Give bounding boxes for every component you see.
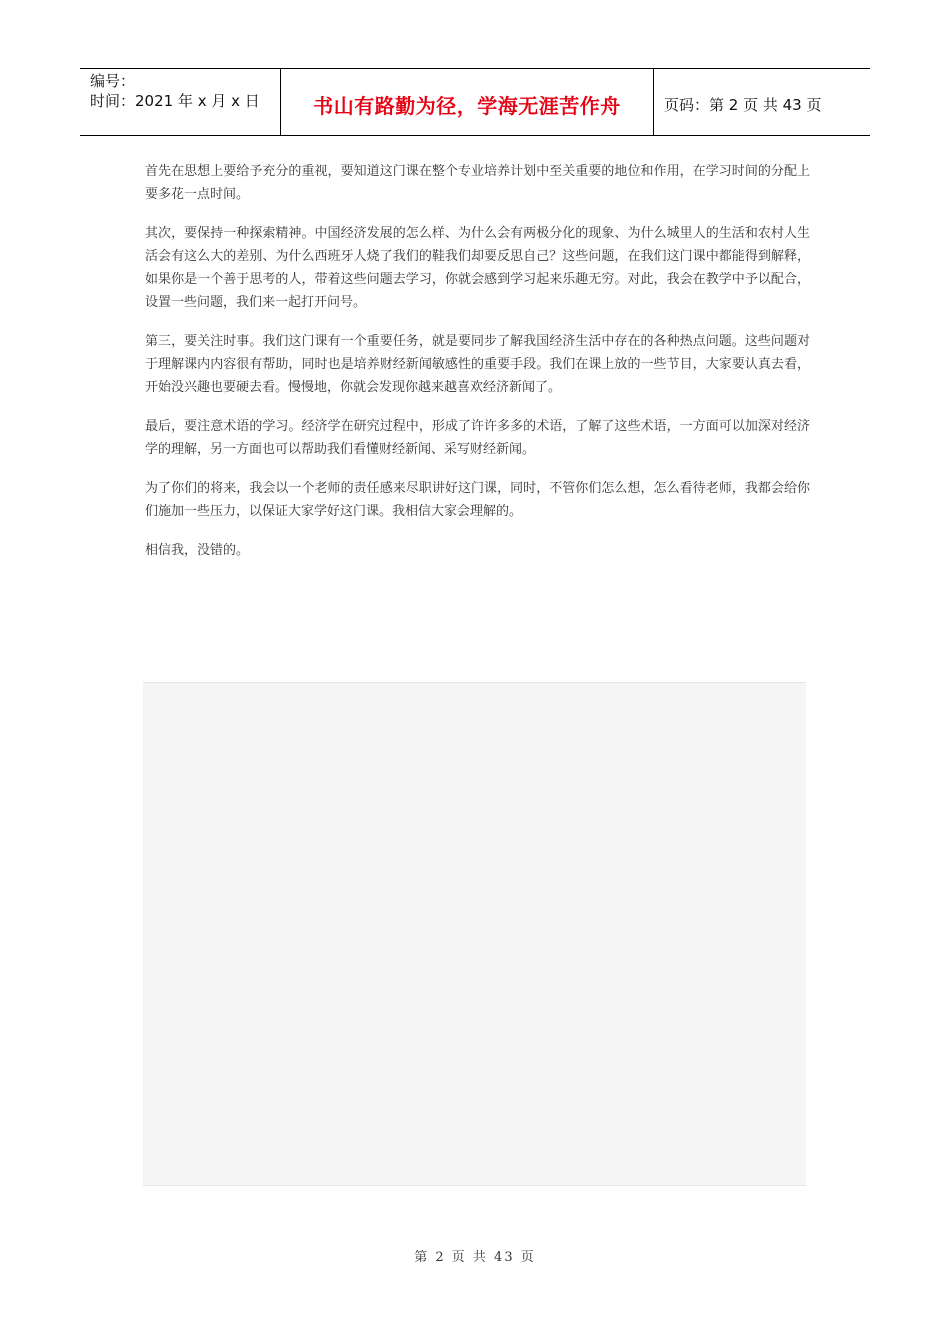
paragraph-2: 其次，要保持一种探索精神。中国经济发展的怎么样、为什么会有两极分化的现象、为什么城里人的生活和农村人生活会有这么大的差别、为什么西班牙人烧了我们的鞋我们却要反思自己？这些问题，在我们这门课中都能得到解释，如果你是一个善于思考的人，带着这些问题去学习，你就会感到学习起来乐趣无穷。对此，我会在教学中予以配合，设置一些问题，我们来一起打开问号。 <box>145 226 810 310</box>
paragraph-5: 为了你们的将来，我会以一个老师的责任感来尽职讲好这门课，同时，不管你们怎么想，怎么看待老师，我都会给你们施加一些压力，以保证大家学好这门课。我相信大家会理解的。 <box>145 481 810 519</box>
page-footer <box>0 1246 950 1265</box>
page-label: 页码：第 2 页 共 43 页 <box>664 95 822 114</box>
paragraph-3: 第三，要关注时事。我们这门课有一个重要任务，就是要同步了解我国经济生活中存在的各种热点问题。这些问题对于理解课内内容很有帮助，同时也是培养财经新闻敏感性的重要手段。我们在课上放的一些节目，大家要认真去看，开始没兴趣也要硬去看。慢慢地，你就会发现你越来越喜欢经济新闻了。 <box>145 334 810 395</box>
date-label: 时间：2021 年 x 月 x 日 <box>90 92 260 110</box>
paragraph-6: 相信我，没错的。 <box>145 543 250 558</box>
paragraph-1: 首先在思想上要给予充分的重视，要知道这门课在整个专业培养计划中至关重要的地位和作用，在学习时间的分配上要多花一点时间。 <box>145 164 810 202</box>
paragraph-4: 最后，要注意术语的学习。经济学在研究过程中，形成了许许多多的术语，了解了这些术语，一方面可以加深对经济学的理解，另一方面也可以帮助我们看懂财经新闻、采写财经新闻。 <box>145 419 810 457</box>
document-body <box>145 160 810 578</box>
footer-page-number: 第 2 页 共 43 页 <box>414 1250 536 1265</box>
header-table <box>80 68 870 136</box>
header-motto-cell <box>281 69 654 135</box>
blank-image-area <box>143 682 806 1186</box>
header-meta-cell <box>80 69 281 135</box>
number-label: 编号： <box>90 72 136 90</box>
motto-text: 书山有路勤为径，学海无涯苦作舟 <box>313 93 621 118</box>
header-page-cell <box>654 69 870 135</box>
